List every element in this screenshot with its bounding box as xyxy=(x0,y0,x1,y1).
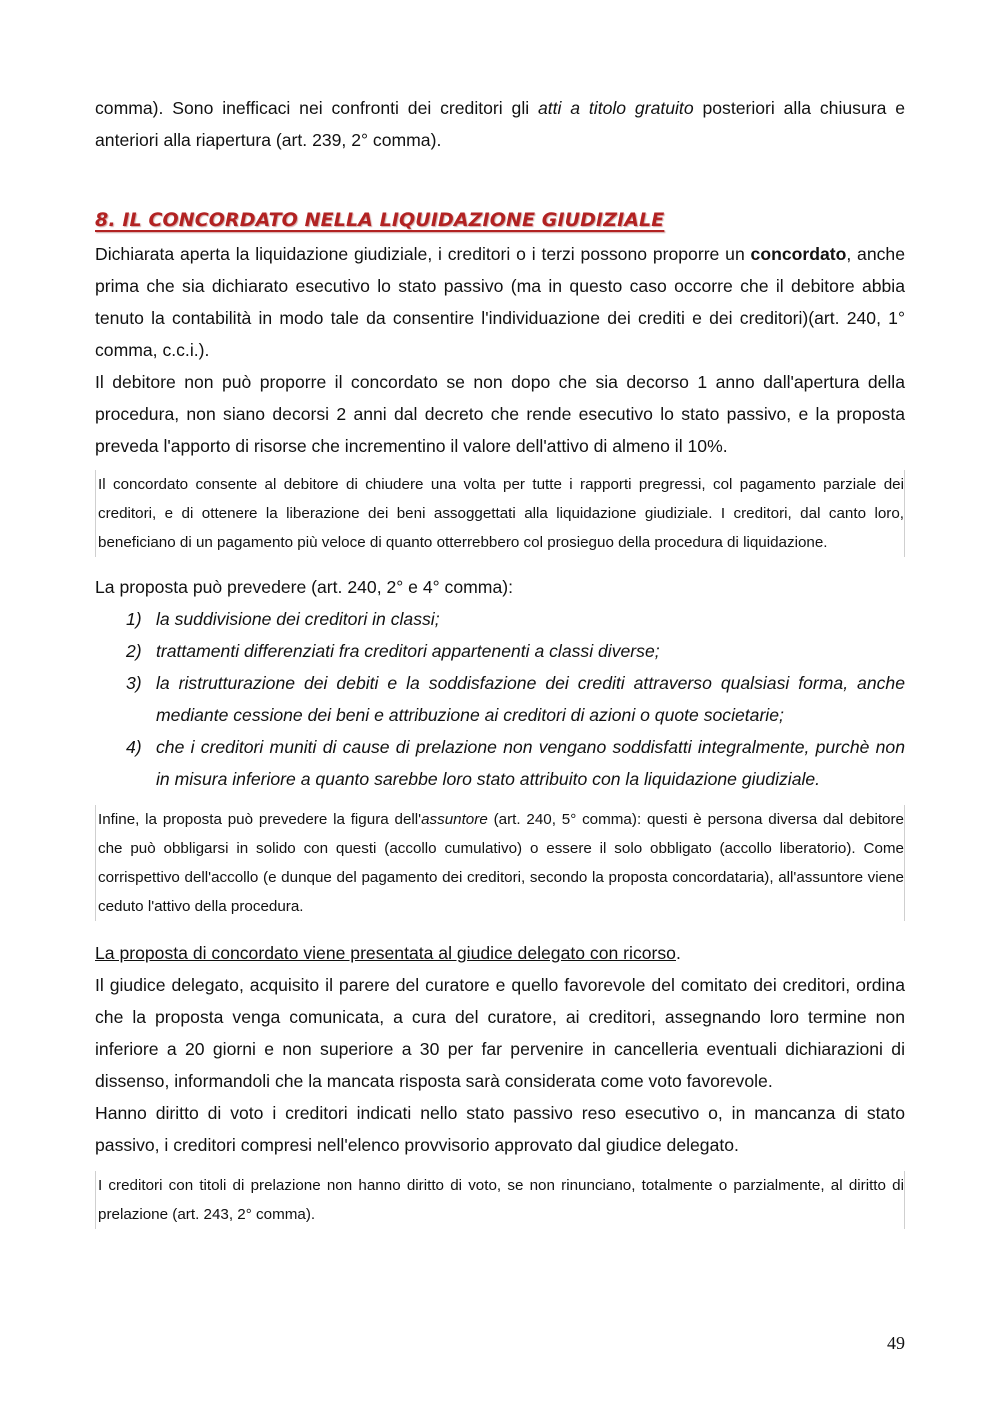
note-box-1: Il concordato consente al debitore di chiudere una volta per tutte i rapporti pregressi, col pagamento parziale dei creditori, e di ottenere la liberazione dei beni assoggettati alla liquidazione giudiziale. I creditori, dal canto loro, beneficiano di un pagamento più veloce di quanto otterrebbero col prosieguo della procedura di liquidazione. xyxy=(95,470,905,557)
list-intro: La proposta può prevedere (art. 240, 2° e 4° comma): xyxy=(95,577,513,597)
list-item-number: 2) xyxy=(126,641,142,661)
note-2-start: Infine, la proposta può prevedere la figura dell' xyxy=(98,811,422,828)
intro-emphasis: atti a titolo gratuito xyxy=(537,98,694,118)
list-item-text: trattamenti differenziati fra creditori appartenenti a classi diverse; xyxy=(156,641,660,661)
paragraph-1-start: Dichiarata aperta la liquidazione giudiziale, i creditori o i terzi possono proporre un xyxy=(95,244,751,264)
list-item xyxy=(95,635,905,667)
intro-paragraph xyxy=(95,92,905,156)
note-box-3: I creditori con titoli di prelazione non hanno diritto di voto, se non rinunciano, totalmente o parzialmente, al diritto di prelazione (art. 243, 2° comma). xyxy=(95,1171,905,1229)
list-item-number: 3) xyxy=(126,673,142,693)
list-item xyxy=(95,603,905,635)
paragraph-2: Il debitore non può proporre il concordato se non dopo che sia decorso 1 anno dall'apertura della procedura, non siano decorsi 2 anni dal decreto che rende esecutivo lo stato passivo, e la proposta preveda l'apporto di risorse che incrementino il valore dell'attivo di almeno il 10%. xyxy=(95,372,905,456)
list-item-text: che i creditori muniti di cause di prelazione non vengano soddisfatti integralmente, purchè non in misura inferiore a quanto sarebbe loro stato attribuito con la liquidazione giudiziale. xyxy=(156,737,905,789)
intro-text-end: posteriori alla chiusura e anteriori alla riapertura (art. 239, 2° comma). xyxy=(95,98,905,150)
list-item-text: la suddivisione dei creditori in classi; xyxy=(156,609,440,629)
note-box-2 xyxy=(95,805,905,921)
list-item-number: 1) xyxy=(126,609,142,629)
paragraph-3 xyxy=(95,937,905,969)
paragraph-5: Hanno diritto di voto i creditori indicati nello stato passivo reso esecutivo o, in mancanza di stato passivo, i creditori compresi nell'elenco provvisorio approvato dal giudice delegato. xyxy=(95,1103,905,1155)
paragraph-1-bold: concordato xyxy=(750,244,847,264)
page-number: 49 xyxy=(887,1333,905,1353)
paragraph-1 xyxy=(95,238,905,366)
section-heading: 8. IL CONCORDATO NELLA LIQUIDAZIONE GIUDIZIALE xyxy=(95,209,665,231)
paragraph-3-end: . xyxy=(675,943,681,963)
document-page xyxy=(95,92,905,1229)
list-item-number: 4) xyxy=(126,737,142,757)
note-2-end: (art. 240, 5° comma): questi è persona diversa dal debitore che può obbligarsi in solido con questi (accollo cumulativo) o essere il solo obbligato (accollo liberatorio). Come corrispettivo dell'accollo (e dunque del pagamento dei creditori, secondo la proposta concordataria), all'assuntore viene ceduto l'attivo della procedura. xyxy=(98,811,904,915)
list-item-text: la ristrutturazione dei debiti e la soddisfazione dei crediti attraverso qualsiasi forma, anche mediante cessione dei beni e attribuzione ai creditori di azioni o quote societarie; xyxy=(156,673,905,725)
proposal-list xyxy=(95,603,905,795)
paragraph-3-underlined: La proposta di concordato viene presentata al giudice delegato con ricorso xyxy=(95,943,676,963)
note-2-emphasis: assuntore xyxy=(421,811,488,828)
list-item xyxy=(95,667,905,731)
list-item xyxy=(95,731,905,795)
intro-text: comma). Sono inefficaci nei confronti dei creditori gli xyxy=(95,98,538,118)
paragraph-4: Il giudice delegato, acquisito il parere del curatore e quello favorevole del comitato dei creditori, ordina che la proposta venga comunicata, a cura del curatore, ai creditori, assegnando loro termine non inferiore a 20 giorni e non superiore a 30 per far pervenire in cancelleria eventuali dichiarazioni di dissenso, informandoli che la mancata risposta sarà considerata come voto favorevole. xyxy=(95,975,905,1091)
paragraph-1-end: , anche prima che sia dichiarato esecutivo lo stato passivo (ma in questo caso occorre che il debitore abbia tenuto la contabilità in modo tale da consentire l'individuazione dei crediti e dei creditori)(art. 240, 1° comma, c.c.i.). xyxy=(95,244,905,360)
